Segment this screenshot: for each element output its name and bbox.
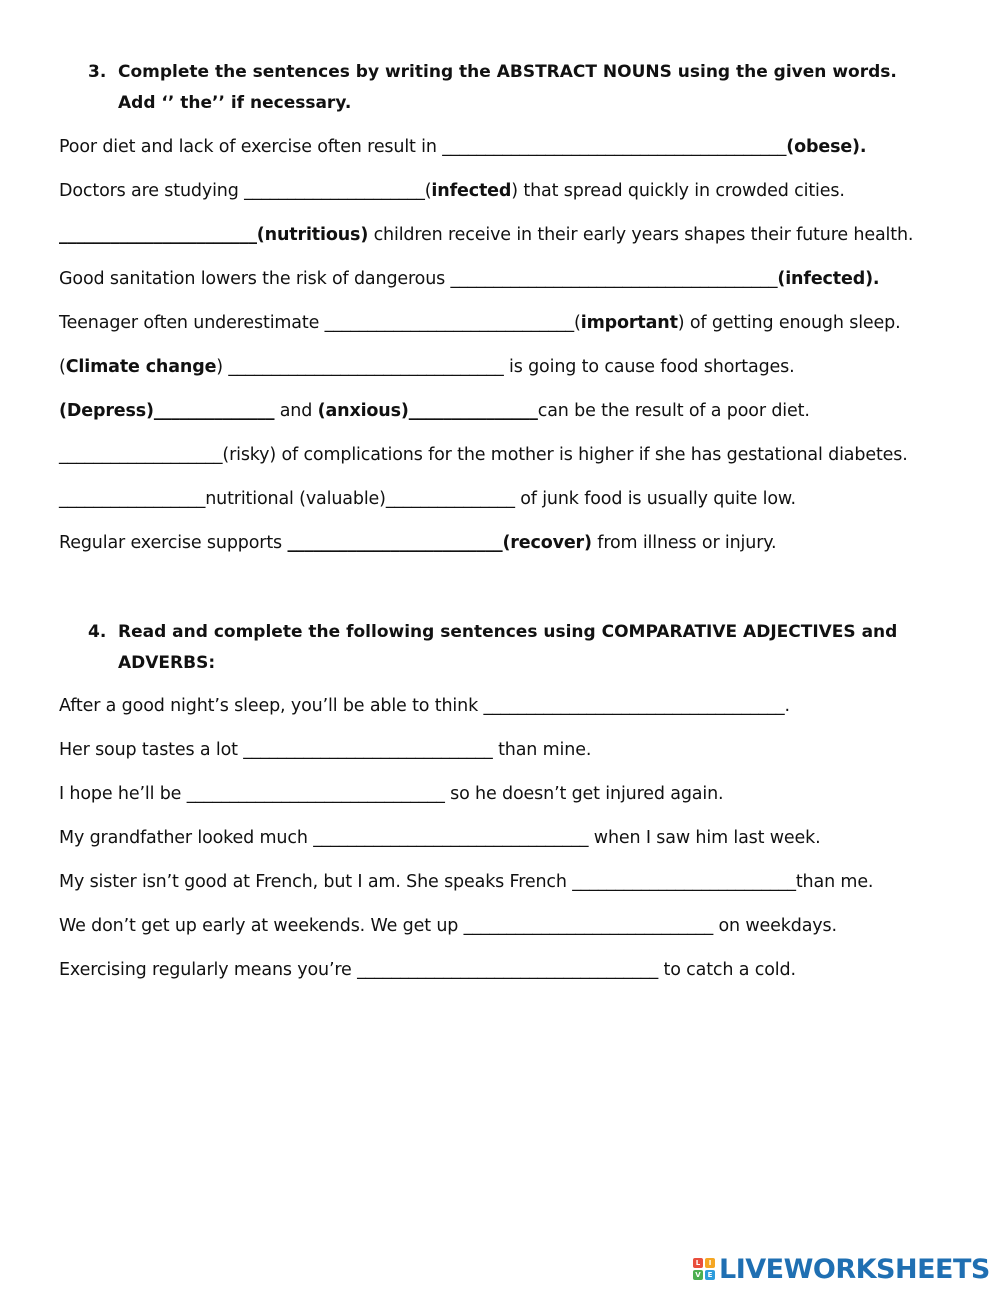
- section3-sentence-6: [59, 355, 989, 379]
- section-3-heading: [88, 57, 938, 119]
- sentence-text[interactable]: ___________________(risky) of complications for the mother is higher if she has gestational diabetes.: [59, 445, 908, 465]
- given-word: important: [580, 313, 678, 333]
- given-word[interactable]: (anxious)_______________: [317, 401, 538, 421]
- given-word: infected: [431, 181, 512, 201]
- section3-sentence-7: [59, 399, 989, 423]
- section-3-instruction: Complete the sentences by writing the ABSTRACT NOUNS using the given words. Add ‘’ the’’ if necessary.: [118, 62, 897, 113]
- sentence-text[interactable]: Exercising regularly means you’re ___________________________________ to catch a cold.: [59, 960, 796, 980]
- sentence-text: ) of getting enough sleep.: [677, 313, 901, 333]
- sentence-text[interactable]: ) ________________________________ is going to cause food shortages.: [216, 357, 795, 377]
- sentence-text[interactable]: My sister isn’t good at French, but I am. She speaks French __________________________than me.: [59, 872, 874, 892]
- section3-sentence-2: [59, 179, 989, 203]
- given-word[interactable]: _________________________(recover): [287, 533, 592, 553]
- sentence-text[interactable]: Poor diet and lack of exercise often result in ________________________________________: [59, 137, 787, 157]
- logo-block: L: [693, 1258, 703, 1268]
- sentence-text[interactable]: Teenager often underestimate _____________________________(: [59, 313, 581, 333]
- section3-sentence-1: [59, 135, 989, 159]
- liveworksheets-logo[interactable]: [693, 1254, 990, 1284]
- sentence-text: from illness or injury.: [591, 533, 777, 553]
- logo-block: I: [705, 1258, 715, 1268]
- sentence-text[interactable]: I hope he’ll be ______________________________ so he doesn’t get injured again.: [59, 784, 724, 804]
- section3-sentence-8: [59, 443, 989, 467]
- logo-block: V: [693, 1270, 703, 1280]
- section4-sentence-3: [59, 782, 989, 806]
- sentence-text[interactable]: _________________nutritional (valuable)_______________ of junk food is usually quite low.: [59, 489, 796, 509]
- sentence-text[interactable]: My grandfather looked much ________________________________ when I saw him last week.: [59, 828, 821, 848]
- sentence-text: ) that spread quickly in crowded cities.: [511, 181, 845, 201]
- given-word: (infected).: [777, 269, 880, 289]
- section3-sentence-9: [59, 487, 989, 511]
- sentence-text[interactable]: After a good night’s sleep, you’ll be able to think ___________________________________.: [59, 696, 790, 716]
- sentence-text: children receive in their early years shapes their future health.: [368, 225, 914, 245]
- given-word: Climate change: [65, 357, 217, 377]
- sentence-text[interactable]: Her soup tastes a lot _____________________________ than mine.: [59, 740, 592, 760]
- given-word: (obese).: [786, 137, 867, 157]
- section4-sentence-4: [59, 826, 989, 850]
- section-4-number: 4.: [88, 622, 107, 642]
- section4-sentence-5: [59, 870, 989, 894]
- section3-sentence-3: [59, 223, 989, 247]
- logo-blocks-icon: [693, 1258, 715, 1280]
- sentence-text: Regular exercise supports: [59, 533, 288, 553]
- section4-sentence-7: [59, 958, 989, 982]
- sentence-text: (: [59, 357, 66, 377]
- section4-sentence-6: [59, 914, 989, 938]
- sentence-text[interactable]: Doctors are studying _____________________(: [59, 181, 432, 201]
- sentence-text: and: [274, 401, 318, 421]
- logo-text: LIVEWORKSHEETS: [719, 1253, 990, 1285]
- section4-sentence-1: [59, 694, 989, 718]
- section4-sentence-2: [59, 738, 989, 762]
- section3-sentence-4: [59, 267, 989, 291]
- section-4-heading: [88, 617, 938, 679]
- section-3-number: 3.: [88, 62, 107, 82]
- section3-sentence-10: [59, 531, 989, 555]
- sentence-text[interactable]: Good sanitation lowers the risk of dangerous ______________________________________: [59, 269, 778, 289]
- given-word[interactable]: (Depress)______________: [59, 401, 275, 421]
- sentence-text: can be the result of a poor diet.: [537, 401, 810, 421]
- sentence-text[interactable]: We don’t get up early at weekends. We get up _____________________________ on weekdays.: [59, 916, 837, 936]
- logo-block: E: [705, 1270, 715, 1280]
- section3-sentence-5: [59, 311, 989, 335]
- given-word[interactable]: _______________________(nutritious): [59, 225, 369, 245]
- section-4-instruction: Read and complete the following sentences using COMPARATIVE ADJECTIVES and ADVERBS:: [118, 622, 898, 673]
